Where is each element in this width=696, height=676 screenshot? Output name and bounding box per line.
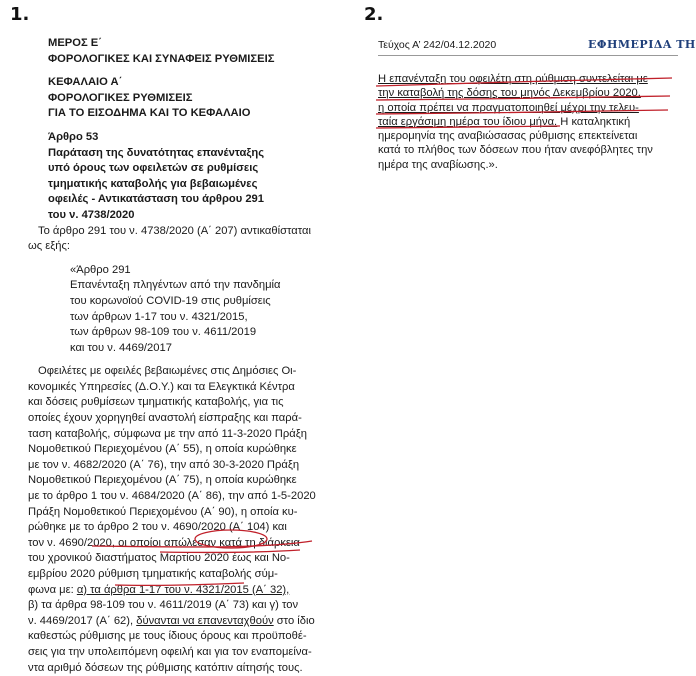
chapter-title: ΚΕΦΑΛΑΙΟ Α΄ bbox=[48, 76, 123, 89]
text-line: β) τα άρθρα 98-109 του ν. 4611/2019 (Α΄ 73) και γ) τον bbox=[28, 599, 299, 612]
highlighted-law-reference: α) τα άρθρα 1-17 του ν. 4321/2015 (Α΄ 32), bbox=[76, 583, 290, 596]
article-title-line: οφειλές - Αντικατάσταση του άρθρου 291 bbox=[48, 193, 264, 206]
panel-label-2: 2. bbox=[364, 4, 384, 25]
highlighted-line: η οποία πρέπει να πραγματοποιηθεί μέχρι την τελευ- bbox=[378, 101, 639, 114]
left-document-page bbox=[28, 36, 320, 676]
text-line: ως εξής: bbox=[28, 240, 70, 253]
text-span: φωνα με: bbox=[28, 583, 77, 596]
part-subtitle: ΦΟΡΟΛΟΓΙΚΕΣ ΚΑΙ ΣΥΝΑΦΕΙΣ ΡΥΘΜΙΣΕΙΣ bbox=[48, 52, 275, 65]
highlighted-line: Η επανένταξη του οφειλέτη στη ρύθμιση συντελείται με bbox=[378, 73, 648, 85]
text-span: στο ίδιο bbox=[273, 614, 315, 627]
article-number: Άρθρο 53 bbox=[48, 130, 99, 143]
quoted-article-title bbox=[70, 263, 320, 357]
right-document-text bbox=[378, 72, 670, 172]
text-line: Το άρθρο 291 του ν. 4738/2020 (Α΄ 207) αντικαθίσταται bbox=[38, 224, 311, 237]
text-line: Πράξη Νομοθετικού Περιεχομένου (Α΄ 90), η οποία κυ- bbox=[28, 505, 298, 518]
highlighted-phrase: δύνανται να επανενταχθούν bbox=[136, 614, 274, 627]
text-line bbox=[28, 583, 320, 599]
text-line: ντα αριθμό δόσεων της ρύθμισης κατόπιν αίτησής τους. bbox=[28, 661, 303, 674]
body-paragraph bbox=[28, 364, 320, 676]
article-title-line: τμηματικής καταβολής για βεβαιωμένες bbox=[48, 177, 258, 190]
text-line: σεις για την υπολειπόμενη οφειλή και για τον εναπομείνα- bbox=[28, 645, 312, 658]
text-line: ημέρα της αναβίωσης.». bbox=[378, 158, 498, 171]
text-line: και του ν. 4469/2017 bbox=[70, 341, 172, 354]
gazette-header bbox=[378, 37, 696, 56]
part-heading bbox=[48, 36, 320, 67]
intro-paragraph bbox=[28, 224, 320, 255]
text-line bbox=[378, 115, 670, 129]
part-title: ΜΕΡΟΣ Ε΄ bbox=[48, 37, 102, 49]
text-line: και δόσεις ρυθμίσεων τμηματικής καταβολής, για τις bbox=[28, 396, 284, 409]
text-line: με το άρθρο 1 του ν. 4684/2020 (Α΄ 86), την από 1-5-2020 bbox=[28, 490, 316, 503]
text-line: ταση καταβολής, σύμφωνα με την από 11-3-2020 Πράξη bbox=[28, 427, 307, 440]
text-line: των άρθρων 1-17 του ν. 4321/2015, bbox=[70, 310, 248, 323]
text-line: καθεστώς ρύθμισης με τους ίδιους όρους και προϋποθέ- bbox=[28, 630, 307, 643]
text-span: ν. 4469/2017 (Α΄ 62), bbox=[28, 614, 137, 627]
article-title-line: Παράταση της δυνατότητας επανένταξης bbox=[48, 146, 265, 159]
text-line: του κορωνοϊού COVID-19 στις ρυθμίσεις bbox=[70, 294, 271, 307]
text-line: Νομοθετικού Περιεχομένου (Α΄ 75), η οποία κυρώθηκε bbox=[28, 474, 297, 487]
text-line: ρώθηκε με το άρθρο 2 του ν. 4690/2020 (Α΄ 104) και bbox=[28, 521, 287, 534]
panel-label-1: 1. bbox=[10, 4, 30, 25]
text-line: ημερομηνία της αναβιώσασας ρύθμισης επεκτείνεται bbox=[378, 130, 638, 143]
text-line: Επανένταξη πληγέντων από την πανδημία bbox=[70, 279, 281, 292]
article-title-line: του ν. 4738/2020 bbox=[48, 208, 135, 221]
text-line bbox=[28, 614, 320, 630]
text-line: με τον ν. 4682/2020 (Α΄ 76), την από 30-3-2020 Πράξη bbox=[28, 458, 300, 471]
text-line: οποίες έχουν χορηγηθεί αναστολή είσπραξης και παρά- bbox=[28, 412, 302, 425]
highlighted-line: ταία εργάσιμη ημέρα του ίδιου μήνα. bbox=[378, 115, 558, 128]
chapter-line: ΦΟΡΟΛΟΓΙΚΕΣ ΡΥΘΜΙΣΕΙΣ bbox=[48, 91, 193, 104]
text-line: εμβρίου 2020 ρύθμιση τμηματικής καταβολής σύμ- bbox=[28, 568, 278, 580]
text-line: κονομικές Υπηρεσίες (Δ.Ο.Υ.) και τα Ελεγκτικά Κέντρα bbox=[28, 380, 295, 393]
article-heading bbox=[48, 130, 320, 224]
text-span: Η καταληκτική bbox=[557, 115, 631, 128]
text-line: Οφειλέτες με οφειλές βεβαιωμένες στις Δημόσιες Οι- bbox=[38, 365, 297, 378]
text-line: τον ν. 4690/2020, οι οποίοι απώλεσαν κατά τη διάρκεια bbox=[28, 536, 300, 549]
text-line: Νομοθετικού Περιεχομένου (Α΄ 55), η οποία κυρώθηκε bbox=[28, 443, 297, 456]
text-line: κατά το πλήθος των δόσεων που ήταν ανεφόβλητες την bbox=[378, 144, 653, 157]
chapter-line: ΓΙΑ ΤΟ ΕΙΣΟΔΗΜΑ ΚΑΙ ΤΟ ΚΕΦΑΛΑΙΟ bbox=[48, 107, 251, 120]
issue-number: Τεύχος Α’ 242/04.12.2020 bbox=[378, 39, 497, 51]
chapter-heading bbox=[48, 75, 320, 122]
text-line: των άρθρων 98-109 του ν. 4611/2019 bbox=[70, 326, 257, 339]
gazette-title: ΕΦΗΜΕΡΙΔΑ ΤΗ bbox=[588, 38, 696, 51]
article-title-line: υπό όρους των οφειλετών σε ρυθμίσεις bbox=[48, 162, 259, 175]
highlighted-line: την καταβολή της δόσης του μηνός Δεκεμβρίου 2020, bbox=[378, 87, 641, 100]
text-line: «Άρθρο 291 bbox=[70, 263, 131, 276]
text-line: του χρονικού διαστήματος Μαρτίου 2020 έως και Νο- bbox=[28, 552, 290, 565]
